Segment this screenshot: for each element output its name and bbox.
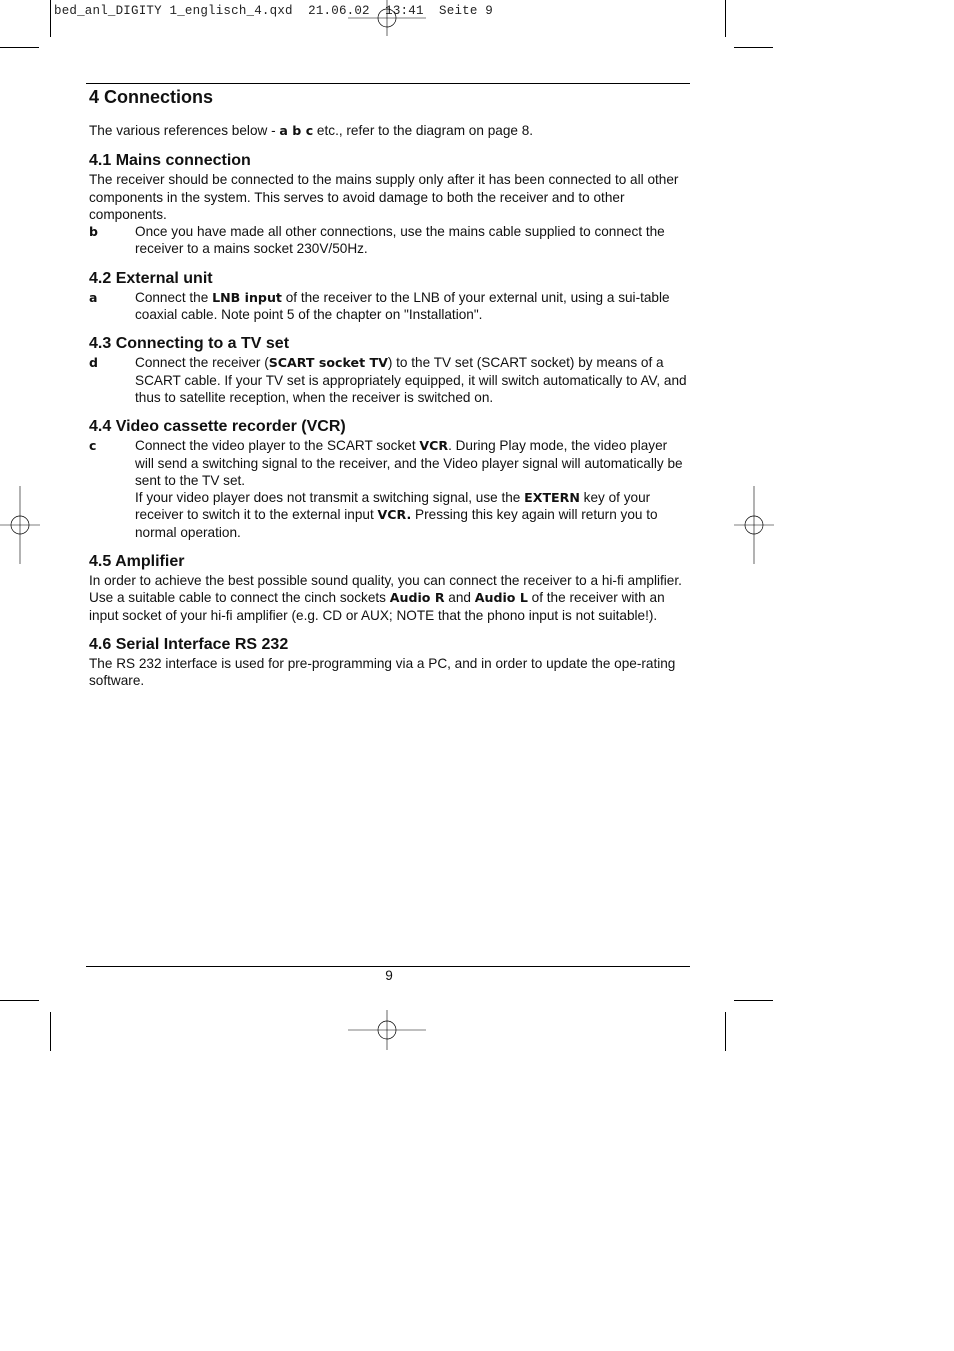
section-external bbox=[89, 269, 689, 324]
print-slug: bed_anl_DIGITY 1_englisch_4.qxd 21.06.02 13:41 Seite 9 bbox=[54, 4, 493, 18]
chapter-title: 4 Connections bbox=[89, 87, 214, 107]
text-run: Connect the bbox=[135, 289, 213, 305]
section-heading: 4.4 Video cassette recorder (VCR) bbox=[89, 418, 346, 436]
text-run: of the receiver to the LNB of your external unit, using a sui-table coaxial cable. Note point 5 of the chapter on "Installation". bbox=[135, 289, 670, 323]
crop-mark bbox=[0, 1000, 39, 1001]
section-heading: 4.5 Amplifier bbox=[89, 553, 185, 571]
key-label: Audio R bbox=[389, 590, 445, 606]
crop-mark bbox=[725, 0, 726, 37]
section-body: The receiver should be connected to the mains supply only after it has been connected to all other components in the system. This serves to avoid damage to both the receiver and to other components. bbox=[89, 172, 679, 222]
key-label: EXTERN bbox=[524, 490, 580, 506]
list-item bbox=[89, 354, 689, 406]
text-run: Connect the video player to the SCART socket bbox=[135, 438, 420, 454]
item-ref: d bbox=[89, 355, 98, 371]
list-item bbox=[89, 437, 689, 541]
text-run: If your video player does not transmit a switching signal, use the bbox=[135, 490, 525, 506]
key-label: VCR. bbox=[377, 507, 412, 523]
intro-text: etc., refer to the diagram on page 8. bbox=[313, 123, 534, 138]
item-text bbox=[135, 354, 689, 406]
item-text: Once you have made all other connections, use the mains cable supplied to connect the receiver to a mains socket 230V/50Hz. bbox=[135, 224, 665, 257]
intro-refs: a b c bbox=[279, 123, 314, 138]
text-run: In order to achieve the best possible sound quality, you can connect the receiver to a hi-fi amplifier. Use a suitable cable to connect the cinch sockets bbox=[89, 573, 682, 606]
section-body: The RS 232 interface is used for pre-programming via a PC, and in order to update the ope-rating software. bbox=[89, 655, 676, 689]
section-mains bbox=[89, 151, 689, 257]
crop-mark bbox=[725, 1012, 726, 1051]
list-item bbox=[89, 289, 689, 324]
text-run: and bbox=[444, 590, 475, 606]
text-run: key of your receiver to switch it to the external input bbox=[135, 490, 651, 523]
section-heading: 4.2 External unit bbox=[89, 269, 213, 287]
header-rule bbox=[86, 83, 690, 84]
text-run: Connect the receiver ( bbox=[135, 355, 269, 371]
item-text bbox=[135, 437, 689, 541]
key-label: LNB input bbox=[212, 289, 282, 305]
section-heading: 4.1 Mains connection bbox=[89, 152, 251, 170]
text-run: of the receiver with an input socket of your hi-fi amplifier (e.g. CD or AUX; NOTE that the phono input is not suitable!). bbox=[89, 590, 665, 623]
key-label: SCART socket TV bbox=[268, 355, 388, 371]
crop-mark bbox=[734, 47, 773, 48]
crop-mark bbox=[50, 1012, 51, 1051]
key-label: VCR bbox=[419, 438, 449, 454]
key-label: Audio L bbox=[474, 590, 528, 606]
footer-rule bbox=[86, 966, 690, 967]
list-item bbox=[89, 223, 689, 258]
item-text bbox=[135, 289, 689, 324]
crop-mark bbox=[50, 0, 51, 37]
crop-mark bbox=[0, 47, 39, 48]
page-content bbox=[89, 86, 689, 701]
item-ref: c bbox=[89, 438, 97, 454]
item-ref: b bbox=[89, 224, 98, 240]
intro-text: The various references below - bbox=[89, 123, 280, 138]
text-run: Pressing this key again will return you to normal operation. bbox=[135, 507, 658, 540]
section-heading: 4.6 Serial Interface RS 232 bbox=[89, 635, 289, 653]
page-number: 9 bbox=[385, 968, 393, 983]
section-serial bbox=[89, 635, 689, 690]
registration-mark-icon bbox=[348, 0, 428, 40]
registration-mark-icon bbox=[0, 486, 42, 566]
text-run: . During Play mode, the video player will send a switching signal to the receiver, and the Video player signal will automatically be sent to the TV set. bbox=[135, 438, 683, 488]
section-heading: 4.3 Connecting to a TV set bbox=[89, 335, 290, 353]
section-vcr bbox=[89, 417, 689, 541]
intro-paragraph bbox=[89, 122, 689, 139]
item-ref: a bbox=[89, 289, 98, 305]
section-amplifier bbox=[89, 552, 689, 624]
registration-mark-icon bbox=[734, 486, 776, 566]
text-run: ) to the TV set (SCART socket) by means of a SCART cable. If your TV set is appropriately equipped, it will switch automatically to AV, and thus to satellite reception, when the receiver is switched on. bbox=[135, 355, 687, 405]
crop-mark bbox=[734, 1000, 773, 1001]
section-body bbox=[89, 572, 689, 624]
section-tv bbox=[89, 334, 689, 406]
registration-mark-icon bbox=[348, 1010, 428, 1052]
